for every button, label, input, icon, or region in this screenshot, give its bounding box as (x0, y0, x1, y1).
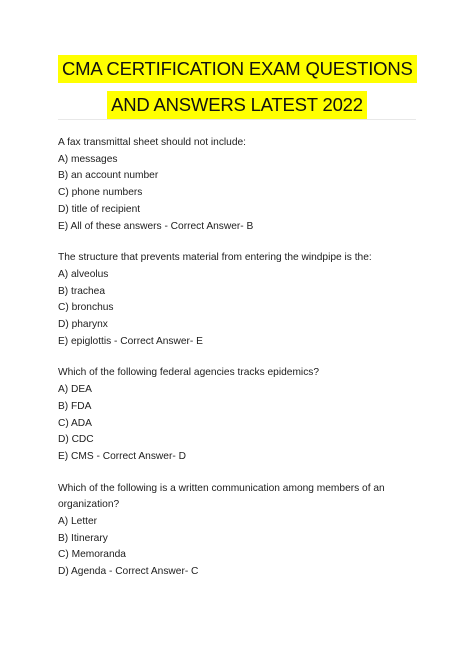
answer-option: B) Itinerary (58, 532, 108, 544)
answer-option: D) title of recipient (58, 203, 141, 215)
answer-option: C) ADA (58, 417, 92, 429)
question-block (58, 135, 428, 235)
answer-option-with-correct-answer: D) Agenda - Correct Answer- C (58, 566, 199, 578)
question-text: Which of the following is a written communication among members of an organization? (58, 482, 385, 511)
question-list (58, 135, 428, 596)
answer-option: B) FDA (58, 400, 92, 412)
answer-option-with-correct-answer: E) CMS - Correct Answer- D (58, 450, 186, 462)
title-line-2: AND ANSWERS LATEST 2022 (107, 91, 367, 119)
question-block (58, 481, 428, 581)
document-title (58, 55, 416, 119)
answer-option: C) phone numbers (58, 187, 143, 199)
answer-option: B) trachea (58, 285, 105, 297)
answer-option: A) alveolus (58, 268, 109, 280)
question-text: Which of the following federal agencies tracks epidemics? (58, 367, 320, 379)
question-text: The structure that prevents material from entering the windpipe is the: (58, 252, 372, 264)
answer-option: A) Letter (58, 516, 98, 528)
answer-option-with-correct-answer: E) epiglottis - Correct Answer- E (58, 335, 203, 347)
question-text: A fax transmittal sheet should not include: (58, 137, 247, 148)
answer-option-with-correct-answer: E) All of these answers - Correct Answer- B (58, 220, 254, 232)
answer-option: C) bronchus (58, 302, 114, 314)
answer-option: A) DEA (58, 384, 92, 396)
answer-option: D) CDC (58, 434, 94, 446)
answer-option: A) messages (58, 153, 118, 165)
title-line-1: CMA CERTIFICATION EXAM QUESTIONS (58, 55, 417, 83)
answer-option: B) an account number (58, 170, 159, 182)
question-block (58, 365, 428, 465)
answer-option: D) pharynx (58, 319, 108, 331)
question-block (58, 250, 428, 350)
answer-option: C) Memoranda (58, 549, 126, 561)
